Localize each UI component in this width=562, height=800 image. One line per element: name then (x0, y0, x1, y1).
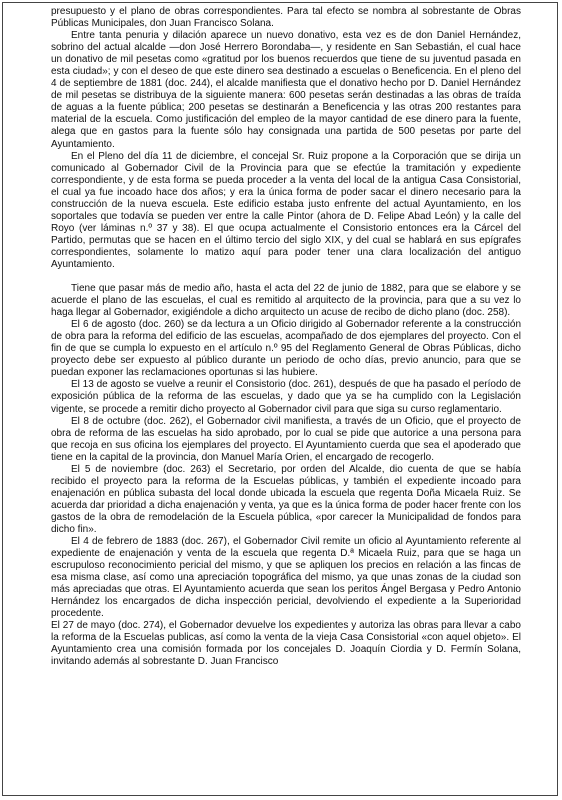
paragraph-9: El 4 de febrero de 1883 (doc. 267), el Gobernador Civil remite un oficio al Ayuntamiento referente al expediente de enajenación y venta de la escuela que regenta D.ª Micaela Ruiz, para que se haga un escrupuloso reconocimiento pericial del mismo, y que se apliquen los precios en relación a las fincas de esa misma clase, así como una apreciación topográfica del mismo, ya que unas zonas de la ciudad son más apreciadas que otras. El Ayuntamiento acuerda que sean los peritos Ángel Bergasa y Pedro Antonio Hernández los encargados de dicha inspección pericial, devolviendo el expediente a la Superioridad procedente. (51, 536, 521, 620)
paragraph-10: El 27 de mayo (doc. 274), el Gobernador devuelve los expedientes y autoriza las obras para llevar a cabo la reforma de la Escuelas publicas, así como la venta de la vieja Casa Consistorial «con aquel objeto». El Ayuntamiento crea una comisión formada por los concejales D. Joaquín Ciordia y D. Fermín Solana, invitando además al sobrestante D. Juan Francisco (51, 620, 521, 668)
page-frame (2, 2, 558, 796)
paragraph-6: El 13 de agosto se vuelve a reunir el Consistorio (doc. 261), después de que ha pasado el período de exposición pública de la reforma de las escuelas, y dado que ya se ha cumplido con la Legislación vigente, se procede a remitir dicho proyecto al Gobernador civil para que siga su curso reglamentario. (51, 379, 521, 415)
document-body (51, 6, 521, 669)
paragraph-4: Tiene que pasar más de medio año, hasta el acta del 22 de junio de 1882, para que se elabore y se acuerde el plano de las escuelas, el cual es remitido al arquitecto de la provincia, para que a su vez lo haga llegar al Gobernador, exigiéndole a dicho arquitecto un acuse de recibo de dicho plano (doc. 258). (51, 283, 521, 319)
paragraph-1: presupuesto y el plano de obras correspondientes. Para tal efecto se nombra al sobrestante de Obras Públicas Municipales, don Juan Francisco Solana. (51, 6, 521, 30)
paragraph-7: El 8 de octubre (doc. 262), el Gobernador civil manifiesta, a través de un Oficio, que el proyecto de obra de reforma de las escuelas ha sido aprobado, por lo cual se pide que autorice a una persona para que recoja en sus oficina los ejemplares del proyecto. El Ayuntamiento cuerda que sea el apoderado que tiene en la capital de la provincia, don Manuel María Orien, el encargado de recogerlo. (51, 415, 521, 463)
paragraph-2: Entre tanta penuria y dilación aparece un nuevo donativo, esta vez es de don Daniel Hernández, sobrino del actual alcalde —don José Herrero Borondaba—, y residente en San Sebastián, el cual hace un donativo de mil pesetas como «gratitud por los buenos recuerdos que tiene de su juventud pasada en esta ciudad»; y con el deseo de que este dinero sea destinado a escuelas o Beneficencia. En el pleno del 4 de septiembre de 1881 (doc. 244), el alcalde manifiesta que el donativo hecho por D. Daniel Hernández de mil pesetas se distribuya de la siguiente manera: 600 pesetas serán destinadas a las obras de traída de aguas a la fuente pública; 200 pesetas se destinarán a Beneficencia y las otras 200 restantes para material de la escuela. Como justificación del empleo de la mayor cantidad de ese dinero para la fuente, alega que en gastos para la fuente sólo hay consignada una partida de 500 pesetas por parte del Ayuntamiento. (51, 30, 521, 150)
paragraph-3: En el Pleno del día 11 de diciembre, el concejal Sr. Ruiz propone a la Corporación que se dirija un comunicado al Gobernador Civil de la Provincia para que se efectúe la tramitación y expediente correspondiente, y de esta forma se pueda proceder a la venta del local de la antigua Casa Consistorial, el cual ya fue incoado hace dos años; y era la única forma de poder sacar el dinero necesario para la construcción de la nueva escuela. Este edificio estaba justo enfrente del actual Ayuntamiento, en los soportales que todavía se pueden ver entre la calle Pintor (ahora de D. Felipe Abad León) y la calle del Royo (ver láminas n.º 37 y 38). El que ocupa actualmente el Consistorio entonces era la Cárcel del Partido, permutas que se hacen en el último tercio del siglo XIX, y del cual se hablará en sus epígrafes correspondientes, solamente lo matizo aquí para poder tener una clara localización del antiguo Ayuntamiento. (51, 150, 521, 270)
paragraph-8: El 5 de noviembre (doc. 263) el Secretario, por orden del Alcalde, dio cuenta de que se había recibido el proyecto para la reforma de la Escuelas públicas, y también el expediente incoado para enajenación en pública subasta del local donde ubicada la escuela que regenta Doña Micaela Ruiz. Se acuerda dar prioridad a dicha enajenación y venta, ya que es la única forma de poder hacer frente con los gastos de la obra de remodelación de la Escuela pública, «por carecer la Municipalidad de fondos para dicho fin». (51, 463, 521, 535)
paragraph-5: El 6 de agosto (doc. 260) se da lectura a un Oficio dirigido al Gobernador referente a la construcción de obra para la reforma del edificio de las escuelas, acompañado de dos ejemplares del proyecto. Con el fin de que se cumpla lo expuesto en el artículo n.º 95 del Reglamento General de Obras Públicas, dicho proyecto debe ser expuesto al público durante un periodo de ocho días, previo anuncio, para que se puedan exponer las reclamaciones oportunas si las hubiere. (51, 319, 521, 379)
